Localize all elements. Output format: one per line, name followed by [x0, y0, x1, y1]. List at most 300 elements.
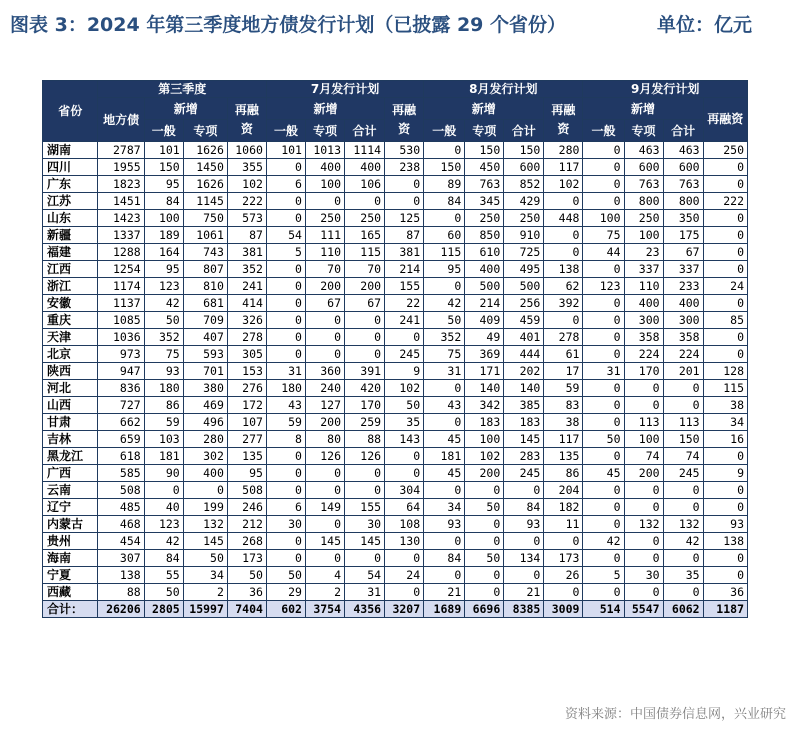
value-cell: 468: [98, 516, 144, 533]
value-cell: 149: [305, 499, 344, 516]
value-cell: 0: [424, 482, 465, 499]
value-cell: 450: [465, 159, 504, 176]
value-cell: 5547: [624, 601, 663, 618]
value-cell: 0: [504, 533, 544, 550]
province-cell: 广东: [43, 176, 98, 193]
value-cell: 49: [465, 329, 504, 346]
value-cell: 0: [583, 312, 624, 329]
value-cell: 345: [465, 193, 504, 210]
value-cell: 170: [624, 363, 663, 380]
value-cell: 360: [305, 363, 344, 380]
province-cell: 黑龙江: [43, 448, 98, 465]
value-cell: 278: [544, 329, 583, 346]
value-cell: 0: [345, 550, 385, 567]
province-cell: 宁夏: [43, 567, 98, 584]
value-cell: 84: [144, 193, 183, 210]
value-cell: 250: [504, 210, 544, 227]
value-cell: 0: [305, 329, 344, 346]
value-cell: 67: [345, 295, 385, 312]
value-cell: 115: [703, 380, 747, 397]
value-cell: 224: [663, 346, 703, 363]
value-cell: 0: [544, 584, 583, 601]
header-august-refinance: 再融资: [544, 98, 583, 142]
value-cell: 1061: [183, 227, 227, 244]
value-cell: 4356: [345, 601, 385, 618]
value-cell: 0: [345, 465, 385, 482]
value-cell: 444: [504, 346, 544, 363]
province-cell: 海南: [43, 550, 98, 567]
value-cell: 0: [183, 482, 227, 499]
value-cell: 0: [305, 312, 344, 329]
value-cell: 400: [345, 159, 385, 176]
header-july-refinance: 再融资: [385, 98, 424, 142]
value-cell: 50: [266, 567, 305, 584]
value-cell: 407: [183, 329, 227, 346]
value-cell: 1060: [227, 142, 266, 159]
value-cell: 0: [583, 261, 624, 278]
value-cell: 0: [266, 329, 305, 346]
value-cell: 910: [504, 227, 544, 244]
value-cell: 201: [663, 363, 703, 380]
value-cell: 181: [424, 448, 465, 465]
value-cell: 0: [703, 567, 747, 584]
value-cell: 259: [345, 414, 385, 431]
value-cell: 62: [544, 278, 583, 295]
value-cell: 400: [183, 465, 227, 482]
value-cell: 326: [227, 312, 266, 329]
value-cell: 305: [227, 346, 266, 363]
value-cell: 500: [465, 278, 504, 295]
value-cell: 128: [703, 363, 747, 380]
value-cell: 85: [703, 312, 747, 329]
value-cell: 123: [144, 516, 183, 533]
value-cell: 610: [465, 244, 504, 261]
value-cell: 0: [266, 278, 305, 295]
value-cell: 8385: [504, 601, 544, 618]
value-cell: 454: [98, 533, 144, 550]
value-cell: 115: [345, 244, 385, 261]
value-cell: 214: [465, 295, 504, 312]
value-cell: 100: [465, 431, 504, 448]
value-cell: 743: [183, 244, 227, 261]
value-cell: 36: [703, 584, 747, 601]
value-cell: 400: [465, 261, 504, 278]
header-august-new: 新增: [424, 98, 544, 120]
value-cell: 0: [266, 346, 305, 363]
value-cell: 0: [583, 482, 624, 499]
province-cell: 江苏: [43, 193, 98, 210]
value-cell: 2: [183, 584, 227, 601]
table-row: [43, 363, 748, 380]
province-cell: 山西: [43, 397, 98, 414]
value-cell: 0: [266, 159, 305, 176]
value-cell: 145: [504, 431, 544, 448]
value-cell: 200: [305, 278, 344, 295]
value-cell: 140: [504, 380, 544, 397]
value-cell: 0: [345, 346, 385, 363]
value-cell: 113: [663, 414, 703, 431]
value-cell: 0: [266, 312, 305, 329]
value-cell: 429: [504, 193, 544, 210]
table-row: [43, 550, 748, 567]
value-cell: 6: [266, 176, 305, 193]
value-cell: 224: [624, 346, 663, 363]
value-cell: 132: [183, 516, 227, 533]
value-cell: 0: [703, 176, 747, 193]
value-cell: 0: [703, 227, 747, 244]
province-cell: 重庆: [43, 312, 98, 329]
value-cell: 140: [465, 380, 504, 397]
value-cell: 300: [663, 312, 703, 329]
value-cell: 123: [583, 278, 624, 295]
value-cell: 1626: [183, 142, 227, 159]
value-cell: 155: [385, 278, 424, 295]
value-cell: 283: [504, 448, 544, 465]
value-cell: 0: [703, 210, 747, 227]
value-cell: 9: [703, 465, 747, 482]
value-cell: 241: [385, 312, 424, 329]
value-cell: 83: [544, 397, 583, 414]
value-cell: 181: [144, 448, 183, 465]
value-cell: 100: [583, 210, 624, 227]
value-cell: 852: [504, 176, 544, 193]
value-cell: 947: [98, 363, 144, 380]
table-row: [43, 244, 748, 261]
value-cell: 850: [465, 227, 504, 244]
value-cell: 135: [227, 448, 266, 465]
value-cell: 459: [504, 312, 544, 329]
value-cell: 0: [663, 550, 703, 567]
value-cell: 0: [703, 448, 747, 465]
value-cell: 0: [385, 193, 424, 210]
value-cell: 0: [583, 176, 624, 193]
value-cell: 59: [544, 380, 583, 397]
table-body: [43, 142, 748, 618]
value-cell: 7404: [227, 601, 266, 618]
value-cell: 34: [703, 414, 747, 431]
value-cell: 60: [424, 227, 465, 244]
value-cell: 55: [144, 567, 183, 584]
value-cell: 618: [98, 448, 144, 465]
value-cell: 277: [227, 431, 266, 448]
value-cell: 1145: [183, 193, 227, 210]
value-cell: 245: [504, 465, 544, 482]
value-cell: 593: [183, 346, 227, 363]
value-cell: 0: [703, 295, 747, 312]
value-cell: 175: [663, 227, 703, 244]
value-cell: 1254: [98, 261, 144, 278]
value-cell: 304: [385, 482, 424, 499]
value-cell: 233: [663, 278, 703, 295]
value-cell: 110: [305, 244, 344, 261]
value-cell: 36: [227, 584, 266, 601]
value-cell: 59: [144, 414, 183, 431]
value-cell: 0: [583, 516, 624, 533]
value-cell: 59: [266, 414, 305, 431]
value-cell: 35: [385, 414, 424, 431]
value-cell: 1114: [345, 142, 385, 159]
value-cell: 495: [504, 261, 544, 278]
province-cell: 山东: [43, 210, 98, 227]
value-cell: 280: [183, 431, 227, 448]
value-cell: 300: [624, 312, 663, 329]
value-cell: 0: [345, 482, 385, 499]
value-cell: 414: [227, 295, 266, 312]
header-september-general: 一般: [583, 120, 624, 142]
value-cell: 0: [583, 380, 624, 397]
header-august: 8月发行计划: [424, 81, 583, 98]
value-cell: 43: [266, 397, 305, 414]
value-cell: 400: [624, 295, 663, 312]
table-row: [43, 465, 748, 482]
value-cell: 6: [266, 499, 305, 516]
value-cell: 29: [266, 584, 305, 601]
value-cell: 88: [345, 431, 385, 448]
value-cell: 5: [583, 567, 624, 584]
value-cell: 200: [305, 414, 344, 431]
value-cell: 50: [227, 567, 266, 584]
value-cell: 102: [465, 448, 504, 465]
value-cell: 84: [424, 193, 465, 210]
value-cell: 1013: [305, 142, 344, 159]
value-cell: 222: [227, 193, 266, 210]
value-cell: 95: [424, 261, 465, 278]
table-row: [43, 295, 748, 312]
value-cell: 89: [424, 176, 465, 193]
header-q3-new: 新增: [144, 98, 227, 120]
value-cell: 0: [703, 346, 747, 363]
value-cell: 0: [624, 380, 663, 397]
value-cell: 0: [266, 210, 305, 227]
value-cell: 6062: [663, 601, 703, 618]
value-cell: 2787: [98, 142, 144, 159]
header-july-special: 专项: [305, 120, 344, 142]
value-cell: 45: [424, 431, 465, 448]
source-note: 资料来源：中国债券信息网，兴业研究: [564, 707, 786, 722]
value-cell: 0: [624, 584, 663, 601]
value-cell: 662: [98, 414, 144, 431]
value-cell: 38: [703, 397, 747, 414]
value-cell: 45: [583, 465, 624, 482]
value-cell: 1823: [98, 176, 144, 193]
value-cell: 117: [544, 431, 583, 448]
value-cell: 150: [144, 159, 183, 176]
value-cell: 0: [624, 482, 663, 499]
value-cell: 70: [305, 261, 344, 278]
value-cell: 0: [424, 414, 465, 431]
table-row: [43, 533, 748, 550]
value-cell: 0: [583, 329, 624, 346]
value-cell: 240: [305, 380, 344, 397]
value-cell: 268: [227, 533, 266, 550]
value-cell: 74: [663, 448, 703, 465]
value-cell: 87: [227, 227, 266, 244]
value-cell: 807: [183, 261, 227, 278]
province-cell: 辽宁: [43, 499, 98, 516]
value-cell: 93: [424, 516, 465, 533]
value-cell: 401: [504, 329, 544, 346]
header-september-special: 专项: [624, 120, 663, 142]
value-cell: 26: [544, 567, 583, 584]
value-cell: 143: [385, 431, 424, 448]
value-cell: 170: [345, 397, 385, 414]
value-cell: 385: [504, 397, 544, 414]
header-local-debt: 地方债: [98, 98, 144, 142]
value-cell: 600: [504, 159, 544, 176]
page-title: 图表 3：2024 年第三季度地方债发行计划（已披露 29 个省份）: [10, 14, 567, 36]
header-july: 7月发行计划: [266, 81, 423, 98]
province-cell: 合计：: [43, 601, 98, 618]
value-cell: 86: [544, 465, 583, 482]
value-cell: 448: [544, 210, 583, 227]
value-cell: 87: [385, 227, 424, 244]
value-cell: 369: [465, 346, 504, 363]
header-july-total: 合计: [345, 120, 385, 142]
value-cell: 34: [424, 499, 465, 516]
value-cell: 0: [465, 533, 504, 550]
province-cell: 浙江: [43, 278, 98, 295]
value-cell: 342: [465, 397, 504, 414]
table-row: [43, 227, 748, 244]
value-cell: 337: [663, 261, 703, 278]
value-cell: 180: [266, 380, 305, 397]
value-cell: 469: [183, 397, 227, 414]
value-cell: 117: [544, 159, 583, 176]
value-cell: 212: [227, 516, 266, 533]
value-cell: 102: [544, 176, 583, 193]
value-cell: 183: [504, 414, 544, 431]
value-cell: 0: [305, 346, 344, 363]
header-july-new: 新增: [266, 98, 384, 120]
value-cell: 189: [144, 227, 183, 244]
value-cell: 115: [424, 244, 465, 261]
value-cell: 0: [385, 176, 424, 193]
province-cell: 甘肃: [43, 414, 98, 431]
value-cell: 150: [424, 159, 465, 176]
value-cell: 132: [624, 516, 663, 533]
value-cell: 0: [624, 499, 663, 516]
value-cell: 709: [183, 312, 227, 329]
value-cell: 222: [703, 193, 747, 210]
value-cell: 50: [144, 584, 183, 601]
value-cell: 31: [424, 363, 465, 380]
header-july-general: 一般: [266, 120, 305, 142]
value-cell: 0: [424, 210, 465, 227]
value-cell: 3207: [385, 601, 424, 618]
value-cell: 0: [544, 312, 583, 329]
table-row: [43, 193, 748, 210]
value-cell: 400: [305, 159, 344, 176]
value-cell: 0: [583, 584, 624, 601]
table-row: [43, 329, 748, 346]
value-cell: 100: [305, 176, 344, 193]
value-cell: 355: [227, 159, 266, 176]
value-cell: 0: [583, 397, 624, 414]
value-cell: 0: [465, 516, 504, 533]
value-cell: 250: [465, 210, 504, 227]
value-cell: 256: [504, 295, 544, 312]
table-row: [43, 261, 748, 278]
value-cell: 102: [227, 176, 266, 193]
value-cell: 0: [624, 533, 663, 550]
value-cell: 16: [703, 431, 747, 448]
value-cell: 750: [183, 210, 227, 227]
value-cell: 5: [266, 244, 305, 261]
value-cell: 0: [345, 193, 385, 210]
value-cell: 22: [385, 295, 424, 312]
value-cell: 145: [305, 533, 344, 550]
value-cell: 0: [703, 482, 747, 499]
value-cell: 1451: [98, 193, 144, 210]
value-cell: 763: [663, 176, 703, 193]
value-cell: 9: [385, 363, 424, 380]
value-cell: 0: [385, 465, 424, 482]
value-cell: 43: [424, 397, 465, 414]
province-cell: 广西: [43, 465, 98, 482]
value-cell: 31: [345, 584, 385, 601]
value-cell: 0: [345, 329, 385, 346]
header-q3: 第三季度: [98, 81, 266, 98]
value-cell: 3009: [544, 601, 583, 618]
value-cell: 0: [266, 193, 305, 210]
value-cell: 250: [703, 142, 747, 159]
table-row: [43, 210, 748, 227]
value-cell: 0: [583, 159, 624, 176]
value-cell: 50: [183, 550, 227, 567]
value-cell: 100: [624, 227, 663, 244]
value-cell: 241: [227, 278, 266, 295]
value-cell: 106: [345, 176, 385, 193]
value-cell: 0: [663, 397, 703, 414]
value-cell: 352: [144, 329, 183, 346]
value-cell: 50: [465, 550, 504, 567]
value-cell: 204: [544, 482, 583, 499]
table-row: [43, 448, 748, 465]
value-cell: 45: [424, 465, 465, 482]
value-cell: 463: [624, 142, 663, 159]
value-cell: 90: [144, 465, 183, 482]
province-cell: 北京: [43, 346, 98, 363]
value-cell: 800: [624, 193, 663, 210]
value-cell: 585: [98, 465, 144, 482]
value-cell: 0: [465, 584, 504, 601]
value-cell: 573: [227, 210, 266, 227]
table-row: [43, 397, 748, 414]
value-cell: 0: [465, 482, 504, 499]
value-cell: 1174: [98, 278, 144, 295]
value-cell: 810: [183, 278, 227, 295]
value-cell: 3754: [305, 601, 344, 618]
value-cell: 0: [305, 482, 344, 499]
table-row: [43, 346, 748, 363]
value-cell: 352: [227, 261, 266, 278]
value-cell: 26206: [98, 601, 144, 618]
value-cell: 600: [663, 159, 703, 176]
value-cell: 245: [385, 346, 424, 363]
value-cell: 0: [345, 312, 385, 329]
value-cell: 602: [266, 601, 305, 618]
value-cell: 54: [345, 567, 385, 584]
value-cell: 1288: [98, 244, 144, 261]
value-cell: 50: [385, 397, 424, 414]
value-cell: 180: [144, 380, 183, 397]
value-cell: 0: [424, 142, 465, 159]
value-cell: 0: [544, 227, 583, 244]
value-cell: 30: [266, 516, 305, 533]
value-cell: 17: [544, 363, 583, 380]
value-cell: 38: [544, 414, 583, 431]
value-cell: 0: [703, 159, 747, 176]
